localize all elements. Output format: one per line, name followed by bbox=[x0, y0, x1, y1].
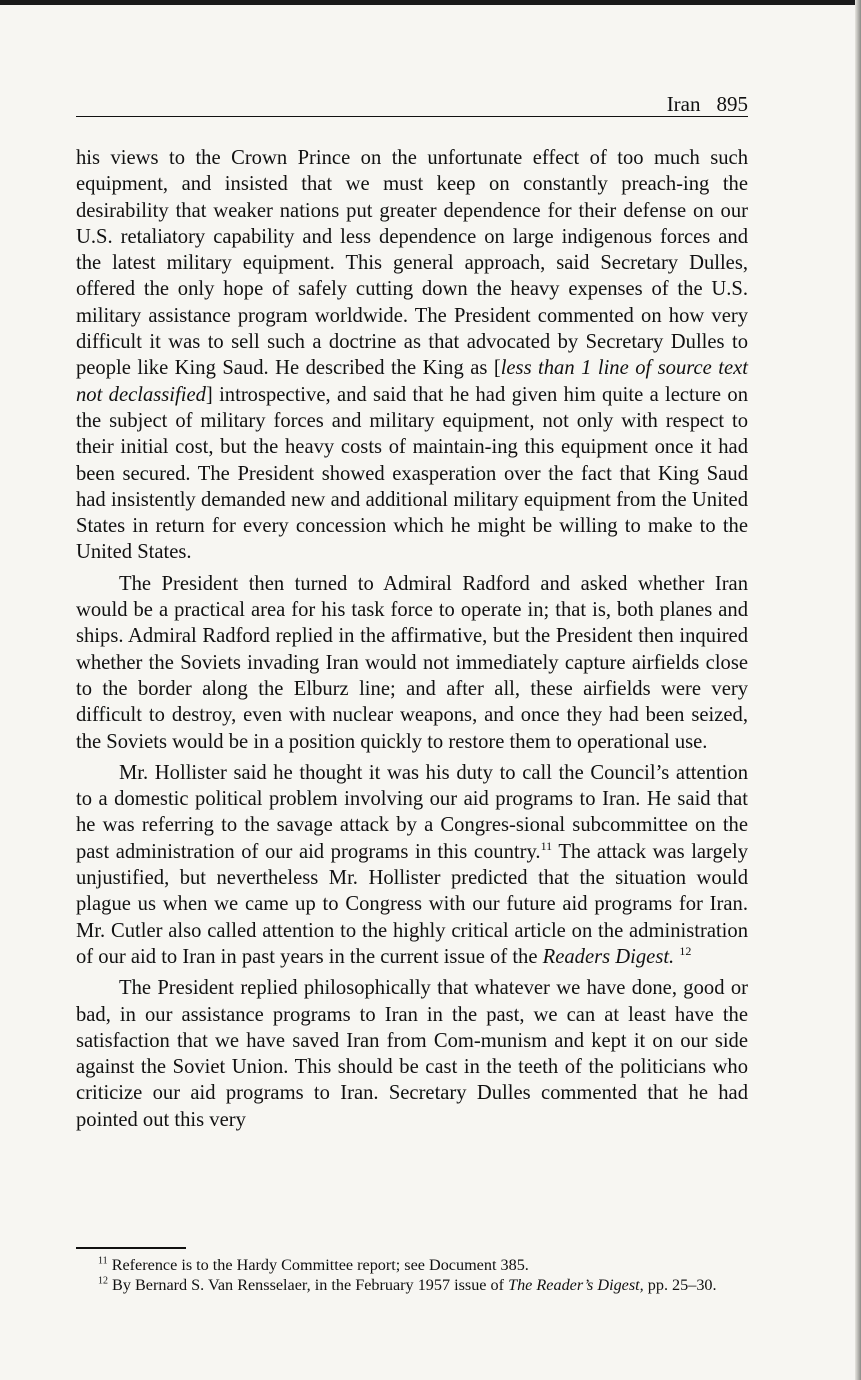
body-text bbox=[76, 145, 748, 1133]
scan-top-border bbox=[0, 0, 861, 5]
footnote-ref-11: 11 bbox=[540, 838, 553, 853]
paragraph-3 bbox=[76, 760, 748, 970]
footnote-11 bbox=[76, 1256, 748, 1276]
footnote-11-marker: 11 bbox=[98, 1255, 108, 1267]
paragraph-1-part-2: ] introspective, and said that he had given him quite a lecture on the subject of military forces and military equipment, not only with respect to their initial cost, but the heavy costs of maintain-ing this equipment once it had been secured. The President showed exasperation over the fact that King Saud had insistently demanded new and additional military equipment from the United States in return for every concession which he might be willing to make to the United States. bbox=[76, 383, 748, 564]
page-number: 895 bbox=[716, 92, 748, 116]
running-header bbox=[76, 92, 748, 117]
paragraph-3-part-2: The attack was largely unjustified, but nevertheless Mr. Hollister predicted that the situation would plague us when we came up to Congress with our future aid programs for Iran. Mr. Cutler also called attention to the highly critical article on the administration of our aid to Iran in past years in the current issue of the bbox=[76, 840, 748, 968]
footnote-ref-12: 12 bbox=[679, 944, 692, 959]
paragraph-4: The President replied philosophically that whatever we have done, good or bad, in our assistance programs to Iran in the past, we can at least have the satisfaction that we have saved Iran from Com-munism and kept it on our side against the Soviet Union. This should be cast in the teeth of the politicians who criticize our aid programs to Iran. Secretary Dulles commented that he had pointed out this very bbox=[76, 977, 748, 1131]
footnote-12-text-after: pp. 25–30. bbox=[643, 1275, 717, 1294]
running-head-title: Iran bbox=[666, 92, 701, 116]
paragraph-1-part-1: his views to the Crown Prince on the unfortunate effect of too much such equipment, and insisted that we must keep on constantly preach-ing the desirability that weaker nations put greater dependence for their defense on our U.S. retaliatory capability and less dependence on large indigenous forces and the latest military equipment. This general approach, said Secretary Dulles, offered the only hope of safely cutting down the heavy expenses of the U.S. military assistance program worldwide. The President commented on how very difficult it was to sell such a doctrine as that advocated by Secretary Dulles to people like King Saud. He described the King as [ bbox=[76, 147, 748, 380]
paragraph-2: The President then turned to Admiral Radford and asked whether Iran would be a practical area for his task force to operate in; that is, both planes and ships. Admiral Radford replied in the affirmative, but the President then inquired whether the Soviets invading Iran would not immediately capture airfields close to the border along the Elburz line; and after all, these airfields were very difficult to destroy, even with nuclear weapons, and once they had been seized, the Soviets would be in a position quickly to restore them to operational use. bbox=[76, 572, 748, 753]
footnote-12 bbox=[76, 1276, 748, 1296]
redaction-note: less than 1 line of source text not declassified bbox=[76, 357, 748, 406]
footnote-rule bbox=[76, 1247, 186, 1249]
footnote-12-journal: The Reader’s Digest, bbox=[508, 1275, 644, 1294]
footnote-12-marker: 12 bbox=[98, 1275, 108, 1287]
scan-right-edge bbox=[855, 0, 861, 1380]
footnotes bbox=[76, 1256, 748, 1295]
paragraph-1 bbox=[76, 145, 748, 566]
journal-title: Readers Digest. bbox=[542, 945, 675, 968]
paragraph-3-part-1: Mr. Hollister said he thought it was his duty to call the Council’s attention to a domestic political problem involving our aid programs to Iran. He said that he was referring to the savage attack by a Congres-sional subcommittee on the past administration of our aid programs in this country. bbox=[76, 761, 748, 863]
footnote-11-text: Reference is to the Hardy Committee report; see Document 385. bbox=[111, 1256, 529, 1274]
footnote-12-text-before: By Bernard S. Van Rensselaer, in the February 1957 issue of bbox=[112, 1275, 509, 1294]
